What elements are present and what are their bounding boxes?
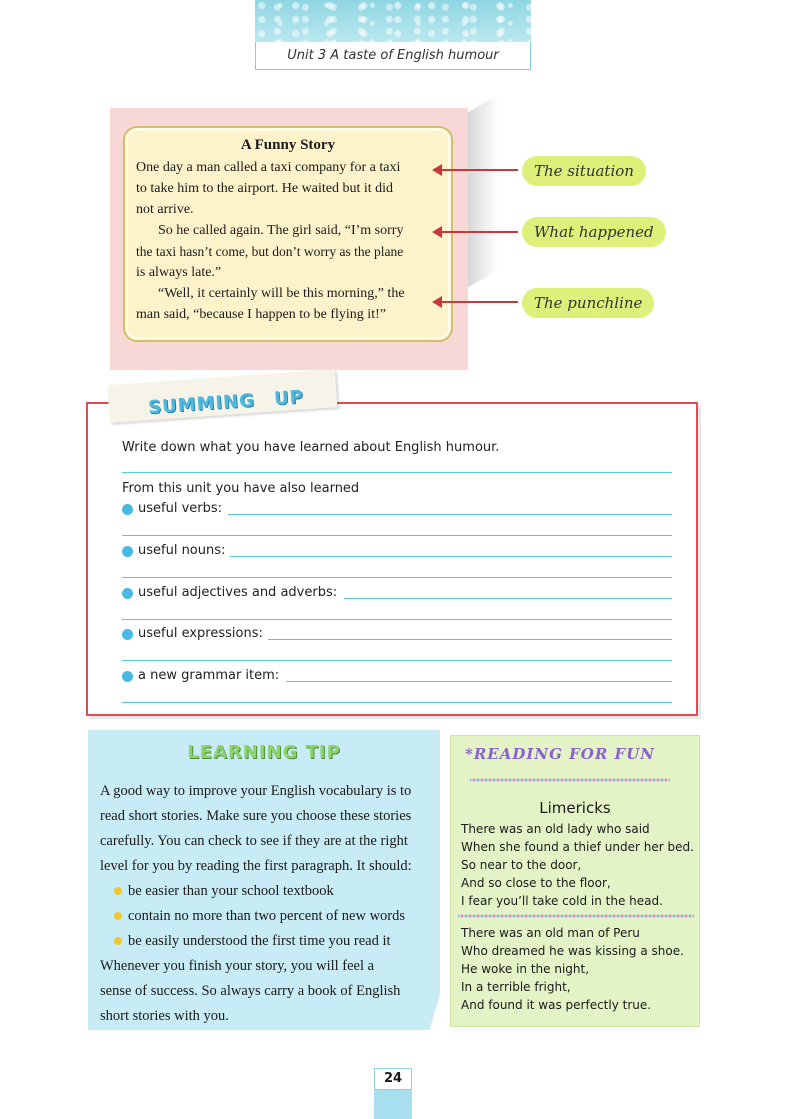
item-label: useful verbs:: [138, 501, 223, 516]
answer-line[interactable]: [122, 577, 672, 578]
summing-prompt: Write down what you have learned about English humour.: [122, 440, 500, 455]
limerick-line: I fear you’ll take cold in the head.: [461, 894, 663, 908]
header-banner: [255, 0, 531, 42]
limerick-line: When she found a thief under her bed.: [461, 840, 694, 854]
item-label: useful adjectives and adverbs:: [138, 585, 338, 600]
bullet-icon: [122, 588, 133, 599]
learning-tip-title: LEARNING TIP: [187, 742, 341, 763]
story-line: the taxi hasn’t come, but don’t worry as the plane: [136, 244, 404, 259]
tip-line: sense of success. So always carry a book of English: [100, 983, 401, 999]
answer-line[interactable]: [122, 660, 672, 661]
answer-line[interactable]: [228, 514, 672, 515]
answer-line[interactable]: [268, 639, 672, 640]
tip-bullet-text: be easily understood the first time you read it: [128, 933, 391, 949]
tip-line: short stories with you.: [100, 1008, 229, 1024]
tip-line: read short stories. Make sure you choose these stories: [100, 808, 412, 824]
summing-intro: From this unit you have also learned: [122, 481, 360, 496]
limerick-line: And so close to the floor,: [461, 876, 611, 890]
unit-title: Unit 3 A taste of English humour: [255, 42, 531, 70]
reading-for-fun-title: *READING FOR FUN: [465, 745, 655, 763]
answer-line[interactable]: [122, 535, 672, 536]
item-label: useful expressions:: [138, 626, 263, 641]
label-situation: The situation: [522, 156, 646, 186]
story-line: is always late.”: [136, 265, 222, 280]
bullet-icon: [122, 504, 133, 515]
story-line: to take him to the airport. He waited but it did: [136, 181, 393, 196]
page-number: 24: [374, 1068, 412, 1090]
limerick-line: So near to the door,: [461, 858, 582, 872]
story-line: not arrive.: [136, 202, 194, 217]
answer-line[interactable]: [122, 702, 672, 703]
label-what-happened: What happened: [522, 217, 666, 247]
tip-bullet-text: be easier than your school textbook: [128, 883, 334, 899]
dotted-divider: [458, 914, 694, 918]
limerick-line: In a terrible fright,: [461, 980, 571, 994]
limerick-line: Who dreamed he was kissing a shoe.: [461, 944, 684, 958]
limerick-line: There was an old lady who said: [461, 822, 650, 836]
answer-line[interactable]: [286, 681, 672, 682]
tip-line: carefully. You can check to see if they are at the right: [100, 833, 408, 849]
dotted-divider: [470, 778, 670, 782]
limerick-line: There was an old man of Peru: [461, 926, 640, 940]
story-line: man said, “because I happen to be flying it!”: [136, 307, 386, 322]
summing-up-title: SUMMING UP: [147, 386, 305, 419]
bullet-icon: [122, 546, 133, 557]
limericks-heading: Limericks: [539, 799, 611, 817]
item-label: useful nouns:: [138, 543, 226, 558]
bullet-icon: [122, 671, 133, 682]
bullet-icon: [114, 912, 122, 920]
story-line: So he called again. The girl said, “I’m sorry: [158, 223, 404, 238]
arrow-line: [440, 301, 518, 303]
label-punchline: The punchline: [522, 288, 654, 318]
arrow-line: [440, 231, 518, 233]
answer-line[interactable]: [122, 472, 672, 473]
limerick-line: He woke in the night,: [461, 962, 590, 976]
answer-line[interactable]: [344, 598, 672, 599]
tip-line: Whenever you finish your story, you will feel a: [100, 958, 375, 974]
arrow-line: [440, 169, 518, 171]
limerick-line: And found it was perfectly true.: [461, 998, 652, 1012]
bullet-icon: [114, 887, 122, 895]
story-line: One day a man called a taxi company for a taxi: [136, 160, 401, 175]
answer-line[interactable]: [230, 556, 672, 557]
bullet-icon: [114, 937, 122, 945]
story-title: A Funny Story: [240, 137, 336, 153]
answer-line[interactable]: [122, 619, 672, 620]
item-label: a new grammar item:: [138, 668, 280, 683]
tip-line: A good way to improve your English vocabulary is to: [100, 783, 412, 799]
tip-line: level for you by reading the first paragraph. It should:: [100, 858, 412, 874]
story-line: “Well, it certainly will be this morning,” the: [158, 286, 405, 301]
tip-bullet-text: contain no more than two percent of new words: [128, 908, 406, 924]
bullet-icon: [122, 629, 133, 640]
